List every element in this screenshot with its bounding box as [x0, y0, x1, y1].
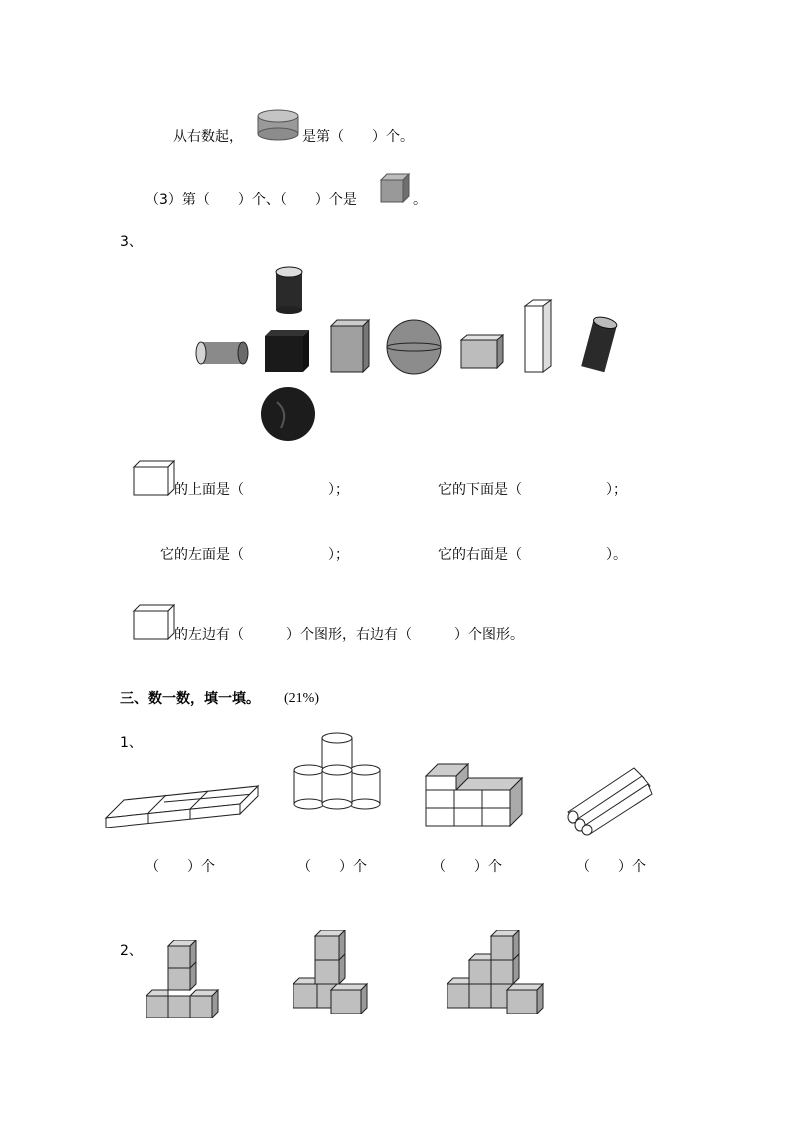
cylinder-disk-icon [256, 108, 300, 142]
q2-line2-suffix: 。 [413, 192, 427, 208]
cube-icon [377, 170, 413, 206]
section3-heading: 三、数一数，填一填。 [120, 691, 260, 707]
cube-stack-1 [146, 940, 224, 1018]
q2-line1-suffix: 是第（ ）个。 [302, 129, 414, 145]
section3-score: (21%) [284, 691, 319, 706]
left-label: 它的左面是（ ）； [160, 547, 349, 563]
q1-blank-3: （ ）个 [432, 859, 502, 875]
right-label: 它的右面是（ ）。 [438, 547, 627, 563]
q1-blank-2: （ ）个 [297, 859, 367, 875]
top-label: 的上面是（ ）； [174, 482, 349, 498]
cube-stack-2 [293, 930, 371, 1014]
stacked-blocks-figure [424, 762, 524, 830]
q2-line2-prefix: （3）第（ ）个、（ ）个是 [145, 192, 357, 208]
q3-number: 3、 [120, 234, 143, 250]
cylinders-figure [292, 732, 384, 810]
q1-blank-4: （ ）个 [576, 859, 646, 875]
solids-arrangement-image [185, 262, 635, 452]
outline-cube-icon [132, 459, 176, 497]
cube-stack-3 [447, 930, 547, 1014]
q1-number: 1、 [120, 735, 143, 751]
q2-line1-prefix: 从右数起， [173, 129, 243, 145]
bottom-label: 它的下面是（ ）； [438, 482, 627, 498]
q1-blank-1: （ ）个 [145, 859, 215, 875]
sides-label: 的左边有（ ）个图形，右边有（ ）个图形。 [174, 627, 524, 643]
outline-cube-icon-2 [132, 603, 176, 641]
q2-number: 2、 [120, 943, 143, 959]
rods-figure [564, 762, 654, 836]
flat-slabs-figure [104, 782, 264, 828]
